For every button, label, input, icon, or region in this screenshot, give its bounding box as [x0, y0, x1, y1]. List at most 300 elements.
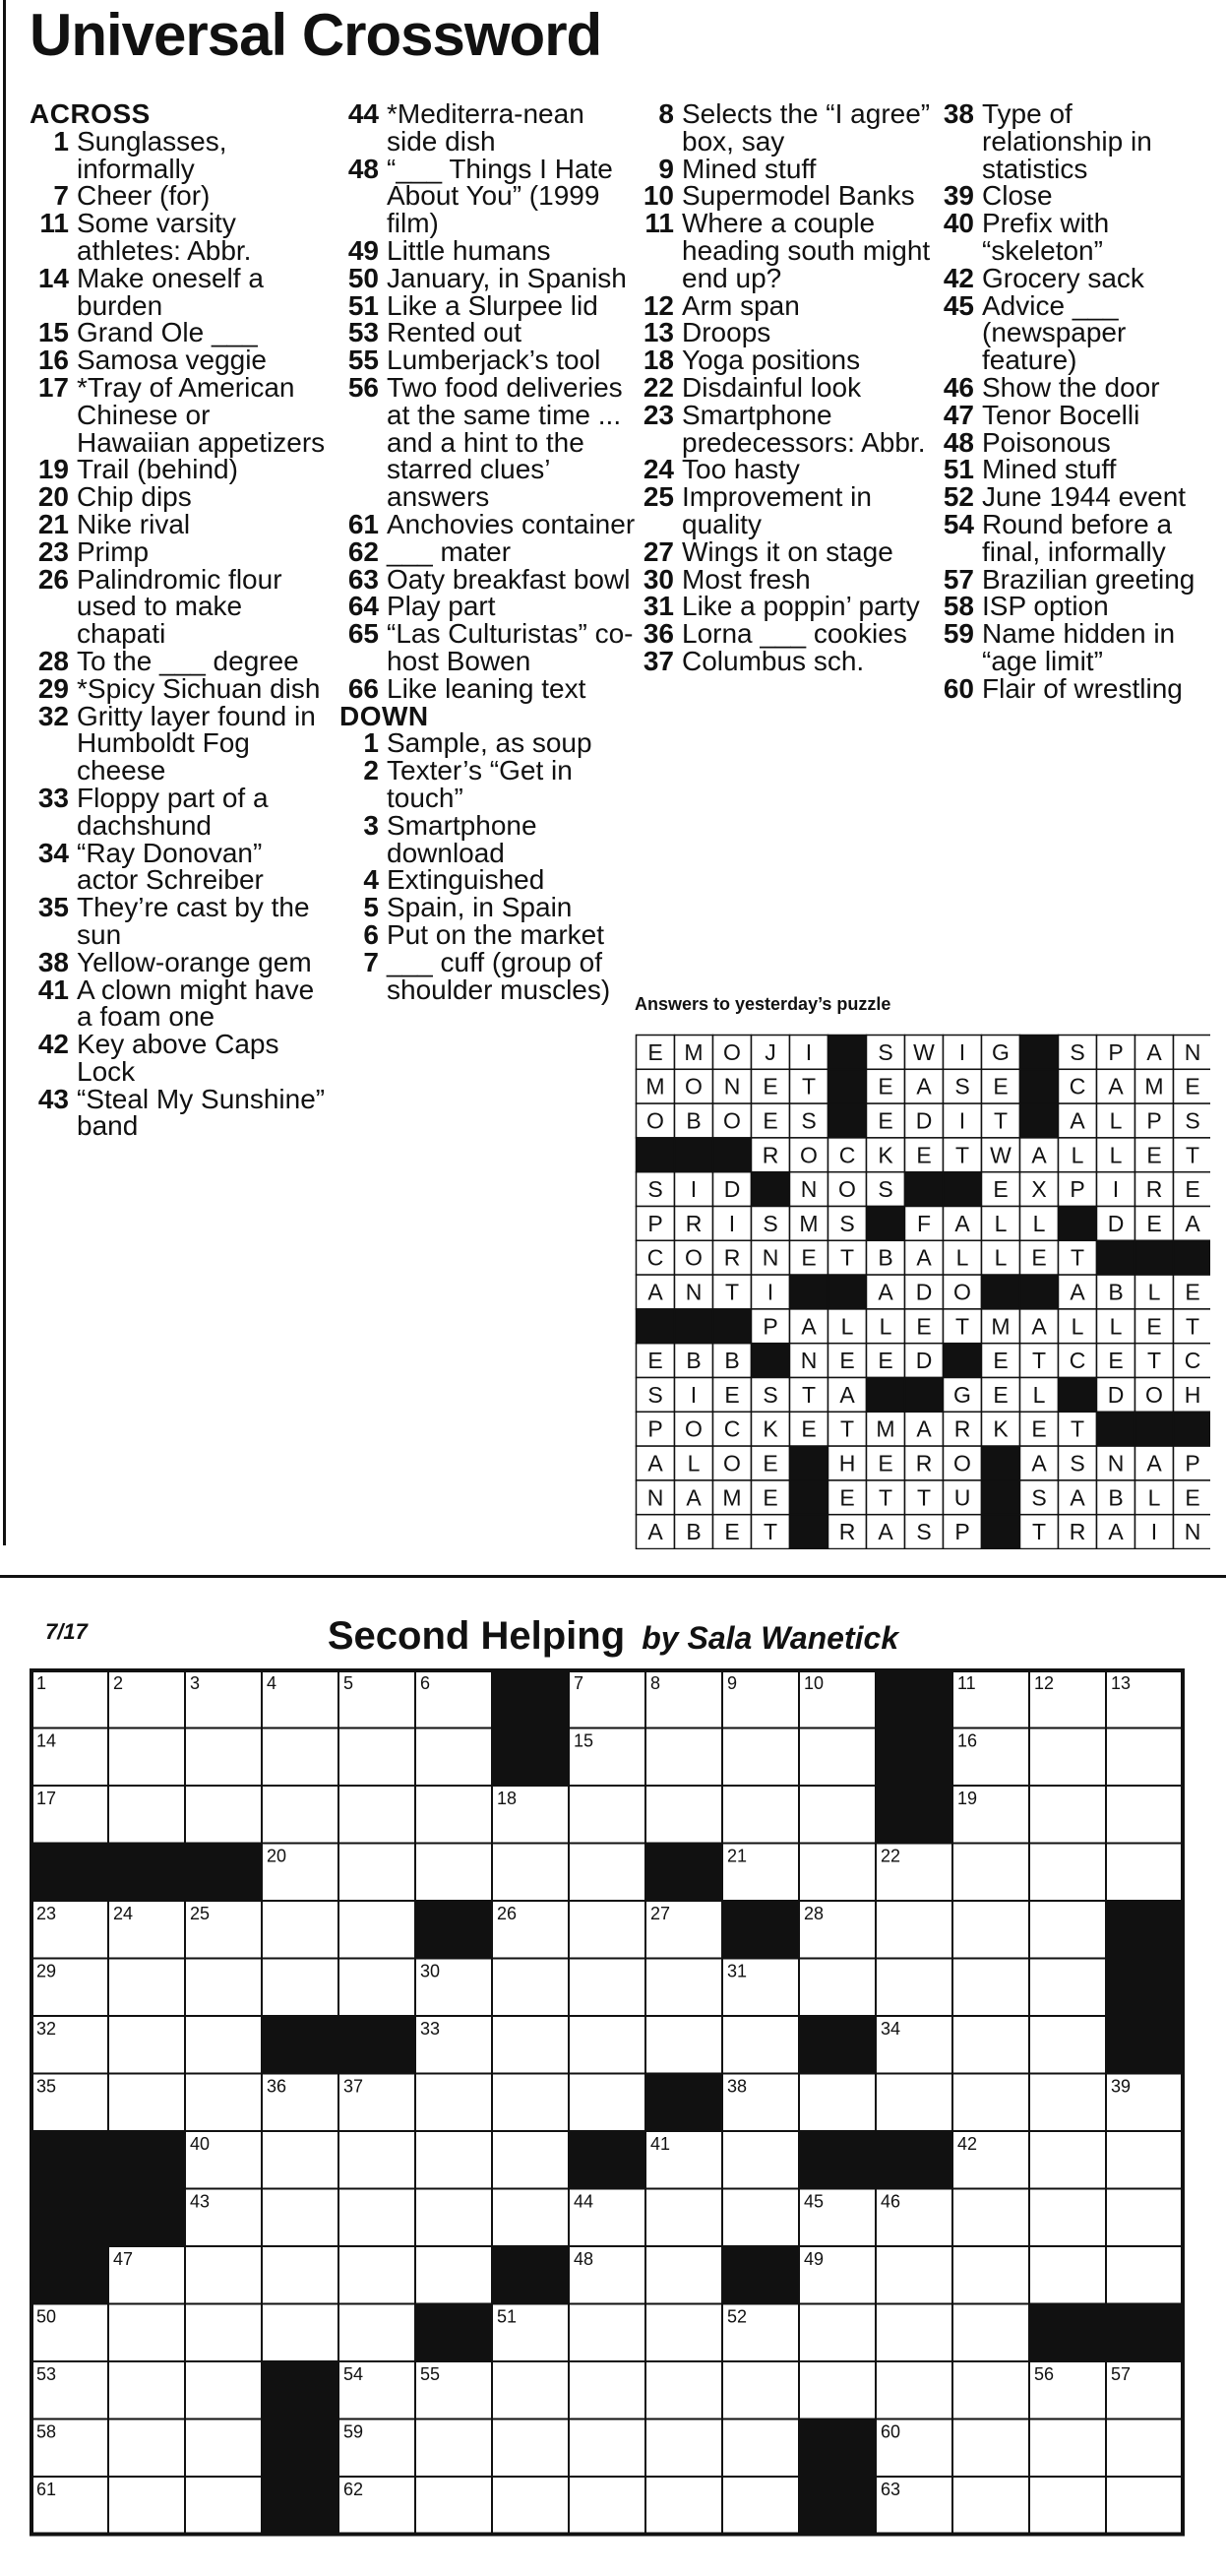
grid-cell[interactable]	[645, 2016, 722, 2074]
grid-cell[interactable]	[415, 1786, 492, 1844]
grid-cell[interactable]	[799, 1786, 876, 1844]
grid-cell[interactable]	[1029, 2131, 1106, 2189]
clue-item	[635, 399, 935, 458]
grid-block	[1106, 2304, 1183, 2362]
grid-cell[interactable]	[1106, 2189, 1183, 2247]
answer-block	[790, 1446, 828, 1480]
clue-number: 44	[347, 98, 379, 129]
clue-item	[635, 620, 935, 648]
clue-text: Advice ___ (newspaper feature)	[982, 289, 1127, 376]
grid-block	[1106, 1901, 1183, 1959]
cell-number: 59	[343, 2421, 364, 2442]
answer-letter: N	[1184, 1519, 1201, 1545]
grid-cell[interactable]	[262, 2189, 338, 2247]
grid-cell[interactable]	[645, 1959, 722, 2017]
grid-cell[interactable]	[952, 1901, 1029, 1959]
clue-text: Floppy part of a dachshund	[77, 782, 269, 841]
clue-number: 19	[37, 454, 69, 485]
grid-cell[interactable]	[952, 2477, 1029, 2535]
clue-item	[339, 809, 640, 868]
clue-text: Oaty breakfast bowl	[387, 563, 631, 595]
answer-letter: L	[994, 1210, 1008, 1236]
grid-cell[interactable]	[1106, 1786, 1183, 1844]
clue-number: 29	[37, 672, 69, 704]
cell-number: 7	[574, 1673, 584, 1693]
answer-letter: I	[1112, 1176, 1120, 1203]
answer-letter: R	[1069, 1519, 1086, 1545]
grid-cell[interactable]	[722, 2189, 799, 2247]
grid-cell[interactable]	[645, 1786, 722, 1844]
clue-item	[30, 1083, 330, 1142]
clue-item	[339, 757, 640, 812]
grid-cell[interactable]	[876, 1959, 952, 2017]
grid-cell[interactable]	[1106, 1844, 1183, 1902]
cell-number: 54	[343, 2364, 364, 2384]
answer-letter: E	[801, 1415, 817, 1442]
grid-cell[interactable]	[415, 2189, 492, 2247]
cell-number: 29	[36, 1961, 57, 1981]
answer-block	[867, 1378, 905, 1413]
grid-cell[interactable]	[108, 2477, 185, 2535]
answer-letter: S	[1070, 1450, 1085, 1476]
clue-item	[935, 371, 1220, 403]
clue-number: 49	[347, 234, 379, 266]
grid-cell[interactable]	[876, 2246, 952, 2304]
answer-letter: R	[953, 1415, 971, 1442]
grid-cell[interactable]	[1029, 1786, 1106, 1844]
grid-cell[interactable]	[1029, 2016, 1106, 2074]
clue-number: 43	[37, 1083, 69, 1114]
grid-cell[interactable]	[492, 2131, 569, 2189]
page-title: Universal Crossword	[30, 2, 602, 68]
clue-text: Two food deliveries at the same time ... and a hint to the starred clues’ answers	[387, 371, 623, 513]
clue-item	[30, 894, 330, 949]
grid-cell[interactable]	[1029, 2189, 1106, 2247]
grid-block	[31, 2189, 108, 2247]
grid-cell[interactable]	[108, 1728, 185, 1787]
clue-number: 23	[37, 535, 69, 567]
grid-cell[interactable]	[185, 1959, 262, 2017]
grid-cell[interactable]	[415, 2419, 492, 2478]
answer-letter: L	[1147, 1484, 1161, 1511]
grid-cell[interactable]	[492, 2189, 569, 2247]
clue-item	[30, 672, 330, 704]
clue-number: 50	[347, 262, 379, 293]
answer-letter: L	[955, 1244, 969, 1271]
clue-number: 60	[943, 672, 974, 704]
clue-number: 21	[37, 508, 69, 539]
answer-letter: I	[958, 1107, 966, 1134]
clue-item	[339, 153, 640, 239]
answer-block	[790, 1275, 828, 1309]
grid-cell[interactable]	[415, 2131, 492, 2189]
grid-cell[interactable]	[185, 2477, 262, 2535]
grid-cell[interactable]	[492, 2361, 569, 2419]
answer-letter: P	[1108, 1038, 1124, 1065]
clue-item	[935, 210, 1220, 265]
grid-cell[interactable]	[1106, 2477, 1183, 2535]
puzzle-byline: by Sala Wanetick	[642, 1620, 899, 1656]
grid-cell[interactable]	[492, 2016, 569, 2074]
clue-column-1	[30, 100, 330, 1140]
cell-number: 18	[497, 1789, 518, 1808]
answer-letter: A	[916, 1073, 932, 1100]
grid-cell[interactable]	[952, 2016, 1029, 2074]
grid-cell[interactable]	[799, 2304, 876, 2362]
answer-letter: A	[647, 1519, 663, 1545]
grid-cell[interactable]	[492, 2419, 569, 2478]
grid-cell[interactable]	[185, 2246, 262, 2304]
grid-cell[interactable]	[722, 2419, 799, 2478]
grid-cell[interactable]	[415, 1844, 492, 1902]
cell-number: 41	[650, 2134, 671, 2154]
grid-cell[interactable]	[185, 2361, 262, 2419]
grid-cell[interactable]	[415, 1728, 492, 1787]
grid-block	[31, 1844, 108, 1902]
cell-number: 34	[881, 2019, 901, 2039]
grid-cell[interactable]	[1029, 2419, 1106, 2478]
answer-letter: E	[801, 1244, 817, 1271]
answer-letter: E	[1031, 1415, 1047, 1442]
cell-number: 62	[343, 2480, 364, 2499]
grid-cell[interactable]	[799, 2074, 876, 2132]
clue-item	[339, 100, 640, 156]
clue-number: 62	[347, 535, 379, 567]
answer-block	[1135, 1240, 1174, 1275]
clue-item	[935, 483, 1220, 511]
answer-letter: R	[762, 1142, 779, 1168]
cell-number: 10	[804, 1673, 825, 1693]
grid-cell[interactable]	[645, 2189, 722, 2247]
answer-letter: E	[878, 1450, 893, 1476]
cell-number: 26	[497, 1904, 518, 1923]
clue-number: 65	[347, 618, 379, 650]
grid-cell[interactable]	[1106, 2246, 1183, 2304]
grid-cell[interactable]	[262, 2131, 338, 2189]
grid-cell[interactable]	[338, 1786, 415, 1844]
clue-number: 7	[363, 946, 379, 977]
answer-block	[713, 1309, 752, 1344]
grid-cell[interactable]	[338, 2304, 415, 2362]
clue-text: Play part	[387, 591, 496, 622]
cell-number: 23	[36, 1904, 57, 1923]
grid-cell[interactable]	[108, 2016, 185, 2074]
answer-block	[982, 1515, 1020, 1549]
clue-item	[30, 371, 330, 458]
clue-item	[30, 483, 330, 511]
answer-letter: M	[799, 1210, 819, 1236]
grid-cell[interactable]	[799, 1959, 876, 2017]
answer-letter: D	[915, 1279, 933, 1305]
grid-cell[interactable]	[1106, 2131, 1183, 2189]
clue-number: 51	[347, 289, 379, 321]
grid-cell[interactable]	[185, 2074, 262, 2132]
grid-cell[interactable]	[952, 2189, 1029, 2247]
answer-letter: S	[763, 1210, 778, 1236]
answer-letter: E	[1185, 1279, 1200, 1305]
grid-cell[interactable]	[338, 1901, 415, 1959]
clue-item	[935, 182, 1220, 210]
grid-cell[interactable]	[1029, 2477, 1106, 2535]
grid-cell[interactable]	[952, 1959, 1029, 2017]
grid-cell[interactable]	[108, 1786, 185, 1844]
grid-cell[interactable]	[876, 2074, 952, 2132]
grid-cell[interactable]	[1106, 1728, 1183, 1787]
answer-letter: O	[838, 1176, 856, 1203]
grid-cell[interactable]	[722, 1728, 799, 1787]
grid-cell[interactable]	[1029, 1959, 1106, 2017]
grid-cell[interactable]	[492, 2074, 569, 2132]
grid-cell[interactable]	[799, 1728, 876, 1787]
answer-letter: T	[954, 1313, 970, 1340]
answer-letter: A	[1146, 1450, 1162, 1476]
clue-item	[339, 262, 640, 293]
grid-cell[interactable]	[722, 1786, 799, 1844]
answer-block	[982, 1446, 1020, 1480]
answer-letter: E	[878, 1073, 893, 1100]
grid-cell[interactable]	[952, 1844, 1029, 1902]
clue-number: 37	[643, 645, 674, 676]
grid-cell[interactable]	[876, 1901, 952, 1959]
grid-cell[interactable]	[338, 2131, 415, 2189]
grid-cell[interactable]	[952, 2304, 1029, 2362]
grid-cell[interactable]	[1029, 1844, 1106, 1902]
grid-cell[interactable]	[799, 2361, 876, 2419]
clue-text: Lorna ___ cookies	[682, 618, 907, 650]
answer-block	[1059, 1378, 1097, 1413]
clue-number: 46	[943, 371, 974, 403]
clue-item	[635, 535, 935, 567]
cell-number: 13	[1111, 1673, 1132, 1693]
grid-cell[interactable]	[338, 1844, 415, 1902]
cell-number: 5	[343, 1673, 354, 1693]
grid-cell[interactable]	[1029, 1728, 1106, 1787]
grid-cell[interactable]	[108, 2361, 185, 2419]
answer-letter: A	[1185, 1210, 1200, 1236]
clue-item	[935, 456, 1220, 483]
answer-letter: D	[915, 1348, 933, 1374]
answer-letter: L	[687, 1450, 701, 1476]
clue-item	[935, 508, 1220, 567]
grid-cell[interactable]	[492, 1959, 569, 2017]
answer-letter: S	[1185, 1107, 1200, 1134]
grid-cell[interactable]	[569, 2016, 645, 2074]
cell-number: 32	[36, 2019, 57, 2039]
grid-cell[interactable]	[262, 2246, 338, 2304]
grid-cell[interactable]	[415, 2074, 492, 2132]
grid-cell[interactable]	[876, 2361, 952, 2419]
cell-number: 24	[113, 1904, 134, 1923]
clue-item	[339, 729, 640, 757]
cell-number: 55	[420, 2364, 441, 2384]
grid-cell[interactable]	[338, 2246, 415, 2304]
clue-item	[30, 645, 330, 676]
clue-number: 63	[347, 563, 379, 595]
answer-letter: O	[723, 1107, 741, 1134]
grid-cell[interactable]	[262, 2304, 338, 2362]
grid-cell[interactable]	[645, 1728, 722, 1787]
answer-block	[1020, 1275, 1059, 1309]
grid-cell[interactable]	[338, 2189, 415, 2247]
grid-cell[interactable]	[569, 2074, 645, 2132]
grid-cell[interactable]	[108, 2304, 185, 2362]
answer-letter: A	[647, 1279, 663, 1305]
grid-cell[interactable]	[952, 2246, 1029, 2304]
clue-item	[935, 426, 1220, 458]
grid-cell[interactable]	[338, 1728, 415, 1787]
grid-cell[interactable]	[1029, 2246, 1106, 2304]
cell-number: 56	[1034, 2364, 1055, 2384]
clue-text: Cheer (for)	[77, 180, 211, 212]
grid-cell[interactable]	[569, 2304, 645, 2362]
cell-number: 8	[650, 1673, 661, 1693]
clue-item	[635, 289, 935, 321]
grid-cell[interactable]	[1106, 2419, 1183, 2478]
clue-item	[339, 234, 640, 266]
clue-text: Flair of wrestling	[982, 672, 1183, 704]
answer-block	[944, 1172, 982, 1207]
grid-cell[interactable]	[799, 1844, 876, 1902]
grid-block	[722, 2246, 799, 2304]
grid-block	[1106, 2016, 1183, 2074]
clue-text: Some varsity athletes: Abbr.	[77, 208, 252, 266]
clue-number: 31	[643, 591, 674, 622]
answer-letter: G	[953, 1381, 971, 1408]
grid-cell[interactable]	[492, 1844, 569, 1902]
answer-block	[675, 1309, 713, 1344]
grid-cell[interactable]	[722, 2361, 799, 2419]
grid-cell[interactable]	[1029, 1901, 1106, 1959]
clue-text: Lumberjack’s tool	[387, 345, 601, 376]
grid-cell[interactable]	[722, 2477, 799, 2535]
grid-cell[interactable]	[108, 2074, 185, 2132]
grid-cell[interactable]	[569, 2419, 645, 2478]
crossword-grid[interactable]	[30, 1668, 1205, 2563]
grid-cell[interactable]	[952, 2074, 1029, 2132]
clue-number: 12	[643, 289, 674, 321]
clue-number: 55	[347, 345, 379, 376]
clue-item	[935, 563, 1220, 595]
clue-number: 11	[644, 208, 674, 239]
answer-letter: T	[1070, 1415, 1085, 1442]
grid-cell[interactable]	[415, 2246, 492, 2304]
answer-letter: E	[1146, 1313, 1162, 1340]
clue-text: Most fresh	[682, 563, 811, 595]
answer-letter: R	[723, 1244, 741, 1271]
answer-letter: C	[646, 1244, 664, 1271]
grid-cell[interactable]	[569, 2361, 645, 2419]
grid-cell[interactable]	[569, 1901, 645, 1959]
answer-block	[713, 1138, 752, 1172]
answer-letter: C	[1069, 1073, 1086, 1100]
clue-text: *Spicy Sichuan dish	[77, 672, 321, 704]
clue-item	[30, 535, 330, 567]
grid-cell[interactable]	[645, 2419, 722, 2478]
answer-letter: A	[878, 1279, 893, 1305]
grid-cell[interactable]	[722, 2131, 799, 2189]
grid-cell[interactable]	[569, 1786, 645, 1844]
answer-letter: T	[763, 1519, 778, 1545]
grid-block	[262, 2477, 338, 2535]
clue-number: 52	[943, 481, 974, 513]
answer-block	[1020, 1103, 1059, 1138]
clue-text: Improvement in quality	[682, 481, 872, 539]
clue-item	[635, 371, 935, 403]
grid-cell[interactable]	[876, 2304, 952, 2362]
answer-letter: T	[1031, 1348, 1047, 1374]
grid-cell[interactable]	[185, 2016, 262, 2074]
answer-letter: P	[1146, 1107, 1162, 1134]
grid-cell[interactable]	[722, 2016, 799, 2074]
answer-block	[905, 1172, 944, 1207]
grid-cell[interactable]	[262, 1959, 338, 2017]
clue-number: 27	[643, 535, 674, 567]
answer-letter: T	[993, 1107, 1009, 1134]
grid-cell[interactable]	[569, 1959, 645, 2017]
answer-letter: S	[801, 1107, 817, 1134]
grid-cell[interactable]	[108, 2419, 185, 2478]
answer-letter: S	[954, 1073, 970, 1100]
grid-cell[interactable]	[645, 2304, 722, 2362]
grid-cell[interactable]	[338, 1959, 415, 2017]
grid-block	[1106, 1959, 1183, 2017]
grid-cell[interactable]	[952, 2361, 1029, 2419]
clue-number: 48	[347, 153, 379, 184]
grid-cell[interactable]	[569, 2477, 645, 2535]
clue-item	[635, 593, 935, 620]
answer-letter: N	[723, 1073, 741, 1100]
answer-letter: A	[839, 1381, 855, 1408]
answer-letter: E	[993, 1073, 1009, 1100]
cell-number: 2	[113, 1673, 124, 1693]
grid-cell[interactable]	[952, 2419, 1029, 2478]
clue-text: “Las Culturistas” co-host Bowen	[387, 618, 634, 676]
answer-letter: A	[878, 1519, 893, 1545]
grid-cell[interactable]	[262, 1901, 338, 1959]
cell-number: 27	[650, 1904, 671, 1923]
grid-cell[interactable]	[645, 2477, 722, 2535]
grid-cell[interactable]	[185, 2419, 262, 2478]
grid-cell[interactable]	[185, 1728, 262, 1787]
clue-text: Arm span	[682, 289, 800, 321]
grid-cell[interactable]	[262, 1728, 338, 1787]
answer-letter: E	[916, 1142, 932, 1168]
grid-cell[interactable]	[262, 1786, 338, 1844]
clue-number: 24	[643, 454, 674, 485]
grid-cell[interactable]	[185, 1786, 262, 1844]
answer-letter: L	[1109, 1107, 1123, 1134]
answer-letter: O	[723, 1038, 741, 1065]
grid-cell[interactable]	[185, 2304, 262, 2362]
clue-number: 54	[943, 508, 974, 539]
cell-number: 16	[957, 1730, 978, 1751]
grid-cell[interactable]	[1029, 2074, 1106, 2132]
grid-cell[interactable]	[108, 1959, 185, 2017]
answer-block	[905, 1378, 944, 1413]
answer-letter: E	[839, 1484, 855, 1511]
cell-number: 63	[881, 2480, 901, 2499]
clue-item	[635, 456, 935, 483]
answer-letter: S	[1031, 1484, 1047, 1511]
grid-cell[interactable]	[492, 2477, 569, 2535]
answer-letter: O	[685, 1244, 703, 1271]
grid-cell[interactable]	[569, 1844, 645, 1902]
grid-cell[interactable]	[645, 2361, 722, 2419]
clue-number: 5	[363, 892, 379, 923]
grid-cell[interactable]	[415, 2477, 492, 2535]
clue-number: 15	[37, 317, 69, 348]
grid-cell[interactable]	[645, 2246, 722, 2304]
